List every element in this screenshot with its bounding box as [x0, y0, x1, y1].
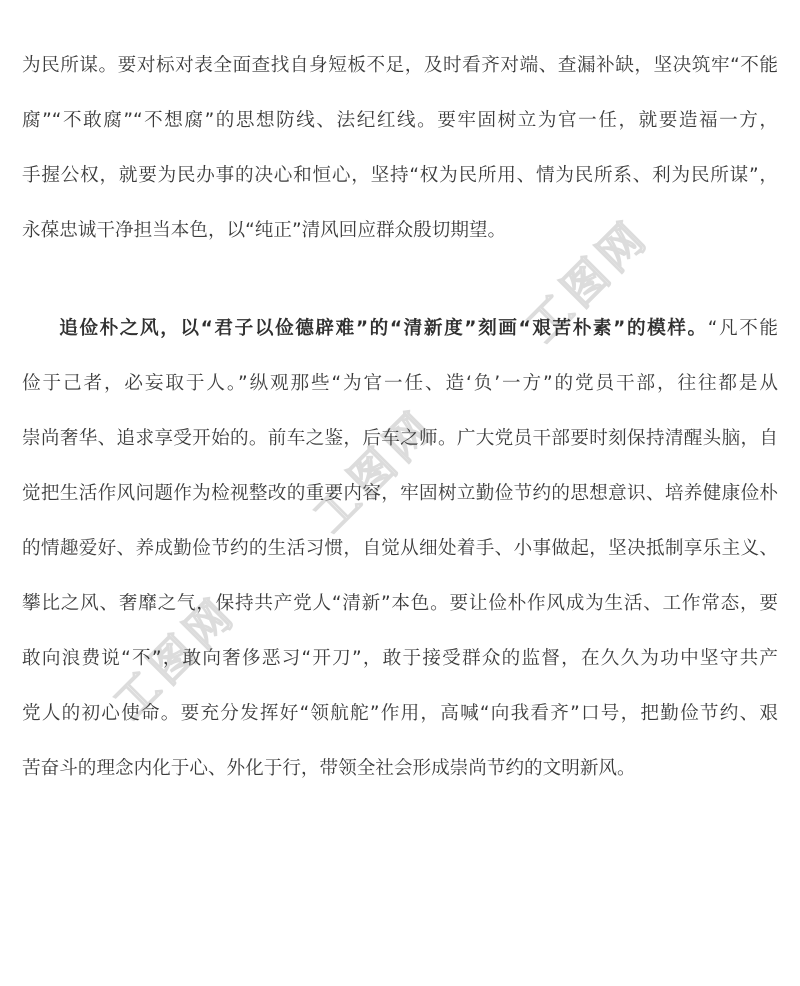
text-line	[22, 301, 778, 356]
text-line	[22, 203, 778, 258]
text-run: 腐”“不敢腐”“不想腐”的思想防线、法纪红线。要牢固树立为官一任，就要造福一方，	[22, 110, 778, 131]
text-run: 敢向浪费说“不”，敢向奢侈恶习“开刀”，敢于接受群众的监督，在久久为功中坚守共产	[22, 648, 778, 669]
bold-text-run: 追俭朴之风，以“君子以俭德辟难”的“清新度”刻画“艰苦朴素”的模样。	[59, 318, 708, 339]
text-line	[22, 741, 778, 796]
paragraph	[22, 301, 778, 796]
text-run: “凡不能	[707, 318, 778, 339]
text-line	[22, 148, 778, 203]
text-run: 党人的初心使命。要充分发挥好“领航舵”作用，高喊“向我看齐”口号，把勤俭节约、艰	[22, 703, 778, 724]
text-run: 苦奋斗的理念内化于心、外化于行，带领全社会形成崇尚节约的文明新风。	[22, 758, 636, 779]
text-line	[22, 686, 778, 741]
watermark-text: 工图网	[517, 210, 660, 353]
paragraph	[22, 38, 778, 258]
watermark-text: 工图网	[304, 400, 447, 543]
text-run: 为民所谋。要对标对表全面查找自身短板不足，及时看齐对端、查漏补缺，坚决筑牢“不能	[22, 55, 778, 76]
text-run: 手握公权，就要为民办事的决心和恒心，坚持“权为民所用、情为民所系、利为民所谋”，	[22, 165, 778, 186]
watermark-text: 工图网	[104, 587, 247, 730]
text-line	[22, 576, 778, 631]
text-run: 永葆忠诚干净担当本色，以“纯正”清风回应群众殷切期望。	[22, 220, 507, 241]
text-run: 觉把生活作风问题作为检视整改的重要内容，牢固树立勤俭节约的思想意识、培养健康俭朴	[22, 483, 778, 504]
text-run: 的情趣爱好、养成勤俭节约的生活习惯，自觉从细处着手、小事做起，坚决抵制享乐主义、	[22, 538, 778, 559]
text-line	[22, 411, 778, 466]
text-run: 攀比之风、奢靡之气，保持共产党人“清新”本色。要让俭朴作风成为生活、工作常态，要	[22, 593, 778, 614]
text-run: 崇尚奢华、追求享受开始的。前车之鉴，后车之师。广大党员干部要时刻保持清醒头脑，自	[22, 428, 778, 449]
text-line	[22, 356, 778, 411]
text-run: 俭于己者，必妄取于人。”纵观那些“为官一任、造‘负’一方”的党员干部，往往都是从	[22, 373, 778, 394]
text-line	[22, 466, 778, 521]
text-line	[22, 631, 778, 686]
text-line	[22, 38, 778, 93]
text-line	[22, 521, 778, 576]
text-line	[22, 93, 778, 148]
